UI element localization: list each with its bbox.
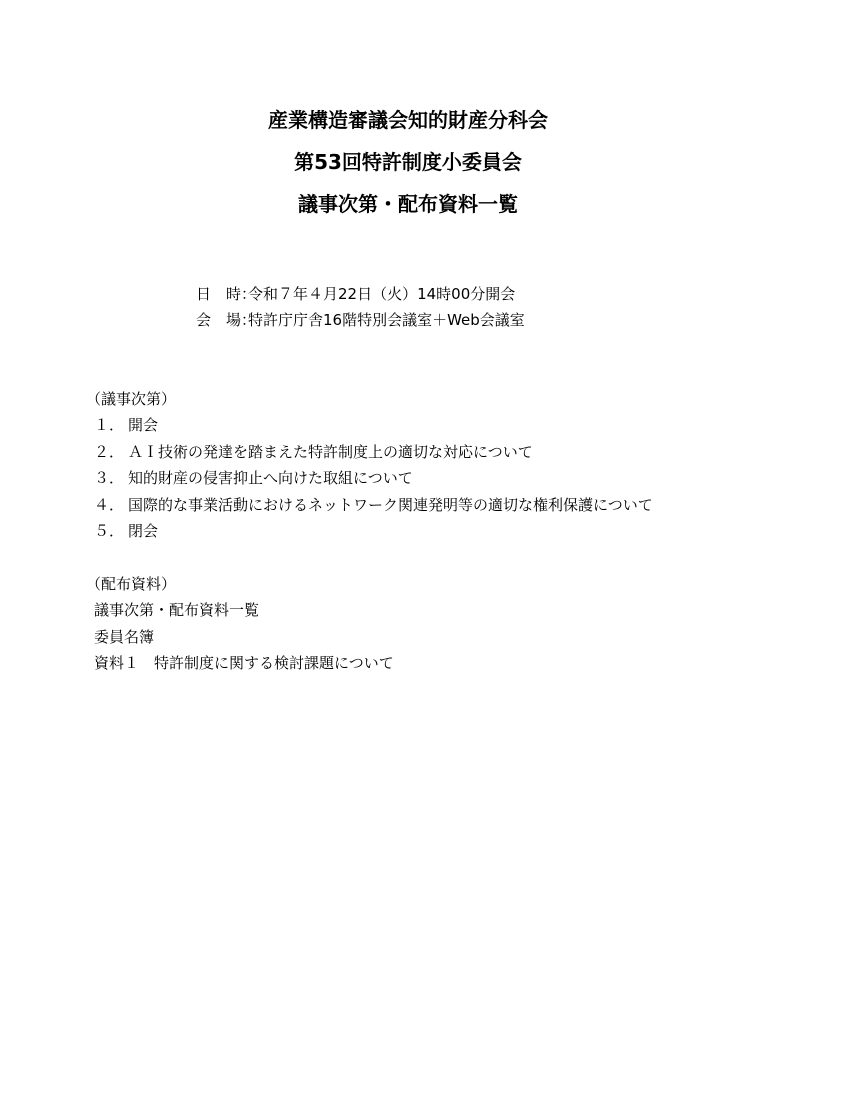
agenda-section [86, 389, 653, 548]
agenda-item-number: ４． [94, 495, 125, 514]
datetime-value: 令和７年４月22日（火）14時00分開会 [248, 285, 516, 303]
material-item: 資料１ 特許制度に関する検討課題について [94, 654, 394, 672]
venue-label: 会 場： [196, 311, 257, 329]
agenda-item-text: 開会 [128, 416, 159, 434]
materials-heading: （配布資料） [86, 575, 177, 593]
agenda-item-text: ＡＩ技術の発達を踏まえた特許制度上の適切な対応について [128, 442, 533, 461]
agenda-item-text: 知的財産の侵害抑止へ向けた取組について [128, 469, 413, 487]
agenda-item [86, 521, 653, 548]
agenda-item-number: ２． [94, 442, 125, 461]
title-committee: 産業構造審議会知的財産分科会 [268, 108, 548, 132]
document-title [0, 110, 816, 236]
agenda-item-number: ３． [94, 469, 125, 487]
venue-row [196, 310, 525, 336]
datetime-label: 日 時： [196, 285, 257, 303]
agenda-item-number: １． [94, 416, 125, 434]
venue-value: 特許庁庁舎16階特別会議室＋Web会議室 [248, 311, 525, 329]
material-item: 委員名簿 [94, 627, 155, 646]
agenda-item [86, 442, 653, 469]
title-session: 第53回特許制度小委員会 [294, 150, 522, 174]
materials-section [86, 574, 394, 680]
agenda-item-text: 閉会 [128, 522, 159, 540]
agenda-item-text: 国際的な事業活動におけるネットワーク関連発明等の適切な権利保護について [128, 495, 653, 514]
material-item: 議事次第・配布資料一覧 [94, 601, 260, 619]
datetime-row [196, 284, 525, 310]
agenda-item-number: ５． [94, 522, 125, 540]
agenda-item [86, 468, 653, 495]
meeting-info [196, 284, 525, 336]
title-subject: 議事次第・配布資料一覧 [298, 192, 518, 216]
agenda-item [86, 495, 653, 522]
agenda-heading: （議事次第） [86, 390, 177, 408]
agenda-item [86, 415, 653, 442]
